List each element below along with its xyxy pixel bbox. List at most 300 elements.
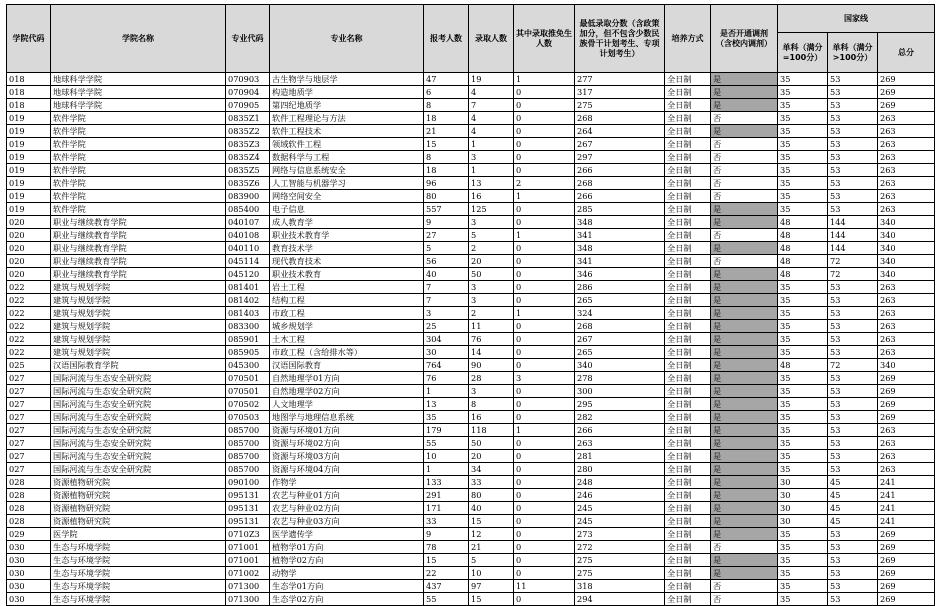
exempt-cell: 1	[514, 229, 575, 242]
applicants-cell: 22	[424, 567, 469, 580]
table-header	[7, 5, 935, 73]
single-le100-cell: 35	[778, 203, 828, 216]
single-le100-cell: 35	[778, 450, 828, 463]
major-code-cell: 071001	[226, 554, 270, 567]
total-cell: 263	[878, 177, 935, 190]
college-name-cell: 国际河流与生态安全研究院	[51, 411, 226, 424]
college-code-cell: 028	[7, 476, 51, 489]
exempt-cell: 0	[514, 541, 575, 554]
total-cell: 340	[878, 359, 935, 372]
college-code-cell: 027	[7, 450, 51, 463]
exempt-cell: 0	[514, 476, 575, 489]
study-mode-cell: 全日制	[665, 268, 711, 281]
exempt-cell: 0	[514, 502, 575, 515]
single-le100-cell: 35	[778, 125, 828, 138]
exempt-cell: 1	[514, 424, 575, 437]
major-code-cell: 085400	[226, 203, 270, 216]
min-score-cell: 297	[575, 151, 665, 164]
exempt-cell: 0	[514, 515, 575, 528]
study-mode-cell: 全日制	[665, 138, 711, 151]
major-name-cell: 结构工程	[270, 294, 424, 307]
single-gt100-cell: 53	[828, 73, 878, 86]
single-le100-cell: 35	[778, 307, 828, 320]
college-name-cell: 地球科学学院	[51, 99, 226, 112]
applicants-cell: 6	[424, 86, 469, 99]
single-le100-cell: 35	[778, 528, 828, 541]
admitted-cell: 16	[469, 411, 514, 424]
table-row	[7, 333, 935, 346]
table-row	[7, 346, 935, 359]
major-name-cell: 作物学	[270, 476, 424, 489]
college-code-cell: 020	[7, 229, 51, 242]
college-name-cell: 建筑与规划学院	[51, 281, 226, 294]
single-gt100-cell: 45	[828, 489, 878, 502]
major-name-cell: 软件工程理论与方法	[270, 112, 424, 125]
total-cell: 263	[878, 424, 935, 437]
single-gt100-cell: 53	[828, 86, 878, 99]
table-row	[7, 385, 935, 398]
adjustable-cell: 是	[711, 203, 778, 216]
college-code-cell: 027	[7, 411, 51, 424]
major-name-cell: 地图学与地理信息系统	[270, 411, 424, 424]
college-code-cell: 019	[7, 138, 51, 151]
study-mode-cell: 全日制	[665, 476, 711, 489]
adjustable-cell: 否	[711, 255, 778, 268]
college-name-cell: 软件学院	[51, 164, 226, 177]
adjustable-cell: 是	[711, 398, 778, 411]
table-row	[7, 216, 935, 229]
major-name-cell: 网络与信息系统安全	[270, 164, 424, 177]
major-name-cell: 市政工程	[270, 307, 424, 320]
single-gt100-cell: 53	[828, 151, 878, 164]
college-code-cell: 020	[7, 242, 51, 255]
table-row	[7, 190, 935, 203]
min-score-cell: 246	[575, 489, 665, 502]
exempt-cell: 0	[514, 255, 575, 268]
single-le100-cell: 35	[778, 190, 828, 203]
exempt-cell: 0	[514, 216, 575, 229]
college-code-cell: 025	[7, 359, 51, 372]
single-le100-cell: 35	[778, 424, 828, 437]
header-exempt: 其中录取推免生人数	[514, 5, 575, 73]
college-name-cell: 国际河流与生态安全研究院	[51, 385, 226, 398]
adjustable-cell: 是	[711, 268, 778, 281]
applicants-cell: 7	[424, 294, 469, 307]
college-code-cell: 030	[7, 554, 51, 567]
admitted-cell: 16	[469, 190, 514, 203]
total-cell: 263	[878, 307, 935, 320]
major-code-cell: 070503	[226, 411, 270, 424]
single-gt100-cell: 53	[828, 372, 878, 385]
college-name-cell: 职业与继续教育学院	[51, 255, 226, 268]
applicants-cell: 7	[424, 281, 469, 294]
major-name-cell: 电子信息	[270, 203, 424, 216]
exempt-cell: 0	[514, 268, 575, 281]
major-name-cell: 农艺与种业02方向	[270, 502, 424, 515]
major-code-cell: 040110	[226, 242, 270, 255]
single-gt100-cell: 53	[828, 203, 878, 216]
min-score-cell: 275	[575, 567, 665, 580]
adjustable-cell: 否	[711, 580, 778, 593]
single-le100-cell: 35	[778, 372, 828, 385]
applicants-cell: 47	[424, 73, 469, 86]
applicants-cell: 557	[424, 203, 469, 216]
single-gt100-cell: 53	[828, 164, 878, 177]
total-cell: 263	[878, 164, 935, 177]
college-code-cell: 019	[7, 164, 51, 177]
adjustable-cell: 是	[711, 216, 778, 229]
college-name-cell: 软件学院	[51, 190, 226, 203]
applicants-cell: 15	[424, 138, 469, 151]
adjustable-cell: 是	[711, 502, 778, 515]
min-score-cell: 348	[575, 242, 665, 255]
table-row	[7, 515, 935, 528]
total-cell: 340	[878, 229, 935, 242]
major-name-cell: 软件工程技术	[270, 125, 424, 138]
min-score-cell: 267	[575, 333, 665, 346]
study-mode-cell: 全日制	[665, 151, 711, 164]
major-name-cell: 数据科学与工程	[270, 151, 424, 164]
single-le100-cell: 48	[778, 216, 828, 229]
college-code-cell: 019	[7, 112, 51, 125]
major-name-cell: 土木工程	[270, 333, 424, 346]
major-name-cell: 生态学01方向	[270, 580, 424, 593]
applicants-cell: 35	[424, 411, 469, 424]
table-row	[7, 86, 935, 99]
exempt-cell: 0	[514, 320, 575, 333]
major-code-cell: 070905	[226, 99, 270, 112]
major-code-cell: 045120	[226, 268, 270, 281]
exempt-cell: 0	[514, 437, 575, 450]
table-row	[7, 73, 935, 86]
admission-table-container	[6, 4, 935, 606]
total-cell: 263	[878, 112, 935, 125]
major-name-cell: 城乡规划学	[270, 320, 424, 333]
college-name-cell: 国际河流与生态安全研究院	[51, 450, 226, 463]
college-name-cell: 国际河流与生态安全研究院	[51, 424, 226, 437]
applicants-cell: 179	[424, 424, 469, 437]
total-cell: 269	[878, 554, 935, 567]
exempt-cell: 0	[514, 346, 575, 359]
admitted-cell: 1	[469, 164, 514, 177]
applicants-cell: 304	[424, 333, 469, 346]
exempt-cell: 0	[514, 567, 575, 580]
major-code-cell: 095131	[226, 489, 270, 502]
college-name-cell: 国际河流与生态安全研究院	[51, 463, 226, 476]
college-name-cell: 职业与继续教育学院	[51, 242, 226, 255]
college-name-cell: 软件学院	[51, 112, 226, 125]
admitted-cell: 11	[469, 320, 514, 333]
major-name-cell: 网络空间安全	[270, 190, 424, 203]
total-cell: 340	[878, 268, 935, 281]
major-name-cell: 岩土工程	[270, 281, 424, 294]
applicants-cell: 76	[424, 372, 469, 385]
study-mode-cell: 全日制	[665, 216, 711, 229]
admitted-cell: 4	[469, 125, 514, 138]
major-name-cell: 资源与环境01方向	[270, 424, 424, 437]
total-cell: 269	[878, 398, 935, 411]
admitted-cell: 33	[469, 476, 514, 489]
min-score-cell: 267	[575, 138, 665, 151]
study-mode-cell: 全日制	[665, 593, 711, 606]
study-mode-cell: 全日制	[665, 502, 711, 515]
table-row	[7, 580, 935, 593]
admitted-cell: 4	[469, 112, 514, 125]
adjustable-cell: 是	[711, 528, 778, 541]
single-le100-cell: 35	[778, 580, 828, 593]
applicants-cell: 18	[424, 112, 469, 125]
study-mode-cell: 全日制	[665, 541, 711, 554]
college-name-cell: 职业与继续教育学院	[51, 268, 226, 281]
single-gt100-cell: 53	[828, 307, 878, 320]
college-code-cell: 022	[7, 320, 51, 333]
min-score-cell: 295	[575, 398, 665, 411]
table-row	[7, 489, 935, 502]
major-code-cell: 071300	[226, 593, 270, 606]
adjustable-cell: 否	[711, 151, 778, 164]
total-cell: 263	[878, 294, 935, 307]
single-le100-cell: 35	[778, 385, 828, 398]
college-code-cell: 030	[7, 541, 51, 554]
single-le100-cell: 48	[778, 242, 828, 255]
major-code-cell: 085700	[226, 463, 270, 476]
total-cell: 269	[878, 541, 935, 554]
min-score-cell: 264	[575, 125, 665, 138]
exempt-cell: 1	[514, 73, 575, 86]
table-row	[7, 554, 935, 567]
college-code-cell: 022	[7, 333, 51, 346]
major-code-cell: 071001	[226, 541, 270, 554]
applicants-cell: 171	[424, 502, 469, 515]
adjustable-cell: 是	[711, 307, 778, 320]
major-code-cell: 085700	[226, 450, 270, 463]
exempt-cell: 1	[514, 190, 575, 203]
exempt-cell: 0	[514, 411, 575, 424]
adjustable-cell: 是	[711, 554, 778, 567]
college-name-cell: 软件学院	[51, 203, 226, 216]
admitted-cell: 90	[469, 359, 514, 372]
study-mode-cell: 全日制	[665, 567, 711, 580]
college-name-cell: 职业与继续教育学院	[51, 229, 226, 242]
major-name-cell: 领域软件工程	[270, 138, 424, 151]
min-score-cell: 286	[575, 281, 665, 294]
college-name-cell: 国际河流与生态安全研究院	[51, 398, 226, 411]
min-score-cell: 275	[575, 554, 665, 567]
applicants-cell: 8	[424, 99, 469, 112]
college-name-cell: 软件学院	[51, 151, 226, 164]
college-code-cell: 022	[7, 281, 51, 294]
college-code-cell: 018	[7, 99, 51, 112]
adjustable-cell: 是	[711, 294, 778, 307]
adjustable-cell: 否	[711, 541, 778, 554]
study-mode-cell: 全日制	[665, 359, 711, 372]
min-score-cell: 265	[575, 346, 665, 359]
admitted-cell: 3	[469, 385, 514, 398]
header-total: 总分	[878, 33, 935, 73]
college-code-cell: 027	[7, 463, 51, 476]
major-name-cell: 古生物学与地层学	[270, 73, 424, 86]
admitted-cell: 2	[469, 242, 514, 255]
study-mode-cell: 全日制	[665, 125, 711, 138]
single-le100-cell: 30	[778, 476, 828, 489]
applicants-cell: 10	[424, 450, 469, 463]
applicants-cell: 55	[424, 593, 469, 606]
single-le100-cell: 35	[778, 346, 828, 359]
single-le100-cell: 35	[778, 112, 828, 125]
single-gt100-cell: 53	[828, 593, 878, 606]
adjustable-cell: 是	[711, 411, 778, 424]
college-name-cell: 国际河流与生态安全研究院	[51, 372, 226, 385]
adjustable-cell: 是	[711, 99, 778, 112]
study-mode-cell: 全日制	[665, 372, 711, 385]
study-mode-cell: 全日制	[665, 398, 711, 411]
single-le100-cell: 35	[778, 554, 828, 567]
total-cell: 340	[878, 216, 935, 229]
major-code-cell: 095131	[226, 515, 270, 528]
study-mode-cell: 全日制	[665, 294, 711, 307]
applicants-cell: 56	[424, 255, 469, 268]
total-cell: 263	[878, 437, 935, 450]
study-mode-cell: 全日制	[665, 73, 711, 86]
total-cell: 263	[878, 346, 935, 359]
college-name-cell: 医学院	[51, 528, 226, 541]
single-gt100-cell: 53	[828, 138, 878, 151]
applicants-cell: 13	[424, 398, 469, 411]
table-row	[7, 99, 935, 112]
exempt-cell: 0	[514, 99, 575, 112]
major-name-cell: 职业技术教育学	[270, 229, 424, 242]
total-cell: 269	[878, 86, 935, 99]
study-mode-cell: 全日制	[665, 411, 711, 424]
min-score-cell: 341	[575, 255, 665, 268]
single-le100-cell: 35	[778, 333, 828, 346]
min-score-cell: 266	[575, 190, 665, 203]
min-score-cell: 318	[575, 580, 665, 593]
college-name-cell: 生态与环境学院	[51, 580, 226, 593]
college-code-cell: 030	[7, 580, 51, 593]
header-admitted: 录取人数	[469, 5, 514, 73]
exempt-cell: 0	[514, 554, 575, 567]
min-score-cell: 266	[575, 424, 665, 437]
major-code-cell: 083300	[226, 320, 270, 333]
min-score-cell: 317	[575, 86, 665, 99]
adjustable-cell: 是	[711, 125, 778, 138]
table-row	[7, 203, 935, 216]
college-name-cell: 国际河流与生态安全研究院	[51, 437, 226, 450]
single-gt100-cell: 53	[828, 346, 878, 359]
applicants-cell: 80	[424, 190, 469, 203]
college-code-cell: 027	[7, 385, 51, 398]
single-gt100-cell: 53	[828, 411, 878, 424]
exempt-cell: 0	[514, 294, 575, 307]
admitted-cell: 13	[469, 177, 514, 190]
college-code-cell: 019	[7, 190, 51, 203]
total-cell: 263	[878, 151, 935, 164]
single-gt100-cell: 53	[828, 125, 878, 138]
study-mode-cell: 全日制	[665, 203, 711, 216]
admitted-cell: 76	[469, 333, 514, 346]
adjustable-cell: 否	[711, 138, 778, 151]
table-row	[7, 463, 935, 476]
single-gt100-cell: 53	[828, 437, 878, 450]
single-le100-cell: 35	[778, 541, 828, 554]
major-code-cell: 0835Z1	[226, 112, 270, 125]
major-name-cell: 农艺与种业01方向	[270, 489, 424, 502]
college-name-cell: 建筑与规划学院	[51, 333, 226, 346]
major-code-cell: 085901	[226, 333, 270, 346]
exempt-cell: 0	[514, 593, 575, 606]
table-row	[7, 281, 935, 294]
adjustable-cell: 是	[711, 333, 778, 346]
applicants-cell: 3	[424, 307, 469, 320]
total-cell: 263	[878, 333, 935, 346]
study-mode-cell: 全日制	[665, 450, 711, 463]
applicants-cell: 437	[424, 580, 469, 593]
major-name-cell: 医学遗传学	[270, 528, 424, 541]
single-le100-cell: 35	[778, 411, 828, 424]
single-le100-cell: 48	[778, 255, 828, 268]
single-le100-cell: 35	[778, 320, 828, 333]
single-gt100-cell: 144	[828, 242, 878, 255]
header-study-mode: 培养方式	[665, 5, 711, 73]
major-code-cell: 083900	[226, 190, 270, 203]
college-name-cell: 资源植物研究院	[51, 476, 226, 489]
single-le100-cell: 30	[778, 502, 828, 515]
applicants-cell: 9	[424, 528, 469, 541]
study-mode-cell: 全日制	[665, 190, 711, 203]
major-code-cell: 0835Z4	[226, 151, 270, 164]
table-row	[7, 307, 935, 320]
header-national-line: 国家线	[778, 5, 935, 33]
major-name-cell: 植物学02方向	[270, 554, 424, 567]
major-code-cell: 070501	[226, 385, 270, 398]
college-code-cell: 020	[7, 216, 51, 229]
exempt-cell: 0	[514, 242, 575, 255]
major-code-cell: 0835Z2	[226, 125, 270, 138]
table-row	[7, 567, 935, 580]
adjustable-cell: 是	[711, 346, 778, 359]
total-cell: 263	[878, 203, 935, 216]
adjustable-cell: 是	[711, 450, 778, 463]
total-cell: 269	[878, 580, 935, 593]
min-score-cell: 245	[575, 502, 665, 515]
applicants-cell: 27	[424, 229, 469, 242]
exempt-cell: 0	[514, 528, 575, 541]
major-name-cell: 植物学01方向	[270, 541, 424, 554]
table-row	[7, 437, 935, 450]
admitted-cell: 3	[469, 216, 514, 229]
adjustable-cell: 是	[711, 73, 778, 86]
single-gt100-cell: 45	[828, 515, 878, 528]
single-gt100-cell: 144	[828, 216, 878, 229]
single-gt100-cell: 53	[828, 424, 878, 437]
study-mode-cell: 全日制	[665, 229, 711, 242]
college-code-cell: 022	[7, 294, 51, 307]
min-score-cell: 285	[575, 203, 665, 216]
table-row	[7, 112, 935, 125]
header-applicants: 报考人数	[424, 5, 469, 73]
total-cell: 241	[878, 489, 935, 502]
total-cell: 269	[878, 372, 935, 385]
adjustable-cell: 是	[711, 567, 778, 580]
college-name-cell: 职业与继续教育学院	[51, 216, 226, 229]
single-gt100-cell: 53	[828, 528, 878, 541]
table-row	[7, 424, 935, 437]
total-cell: 241	[878, 502, 935, 515]
exempt-cell: 0	[514, 164, 575, 177]
major-name-cell: 动物学	[270, 567, 424, 580]
header-major-name: 专业名称	[270, 5, 424, 73]
